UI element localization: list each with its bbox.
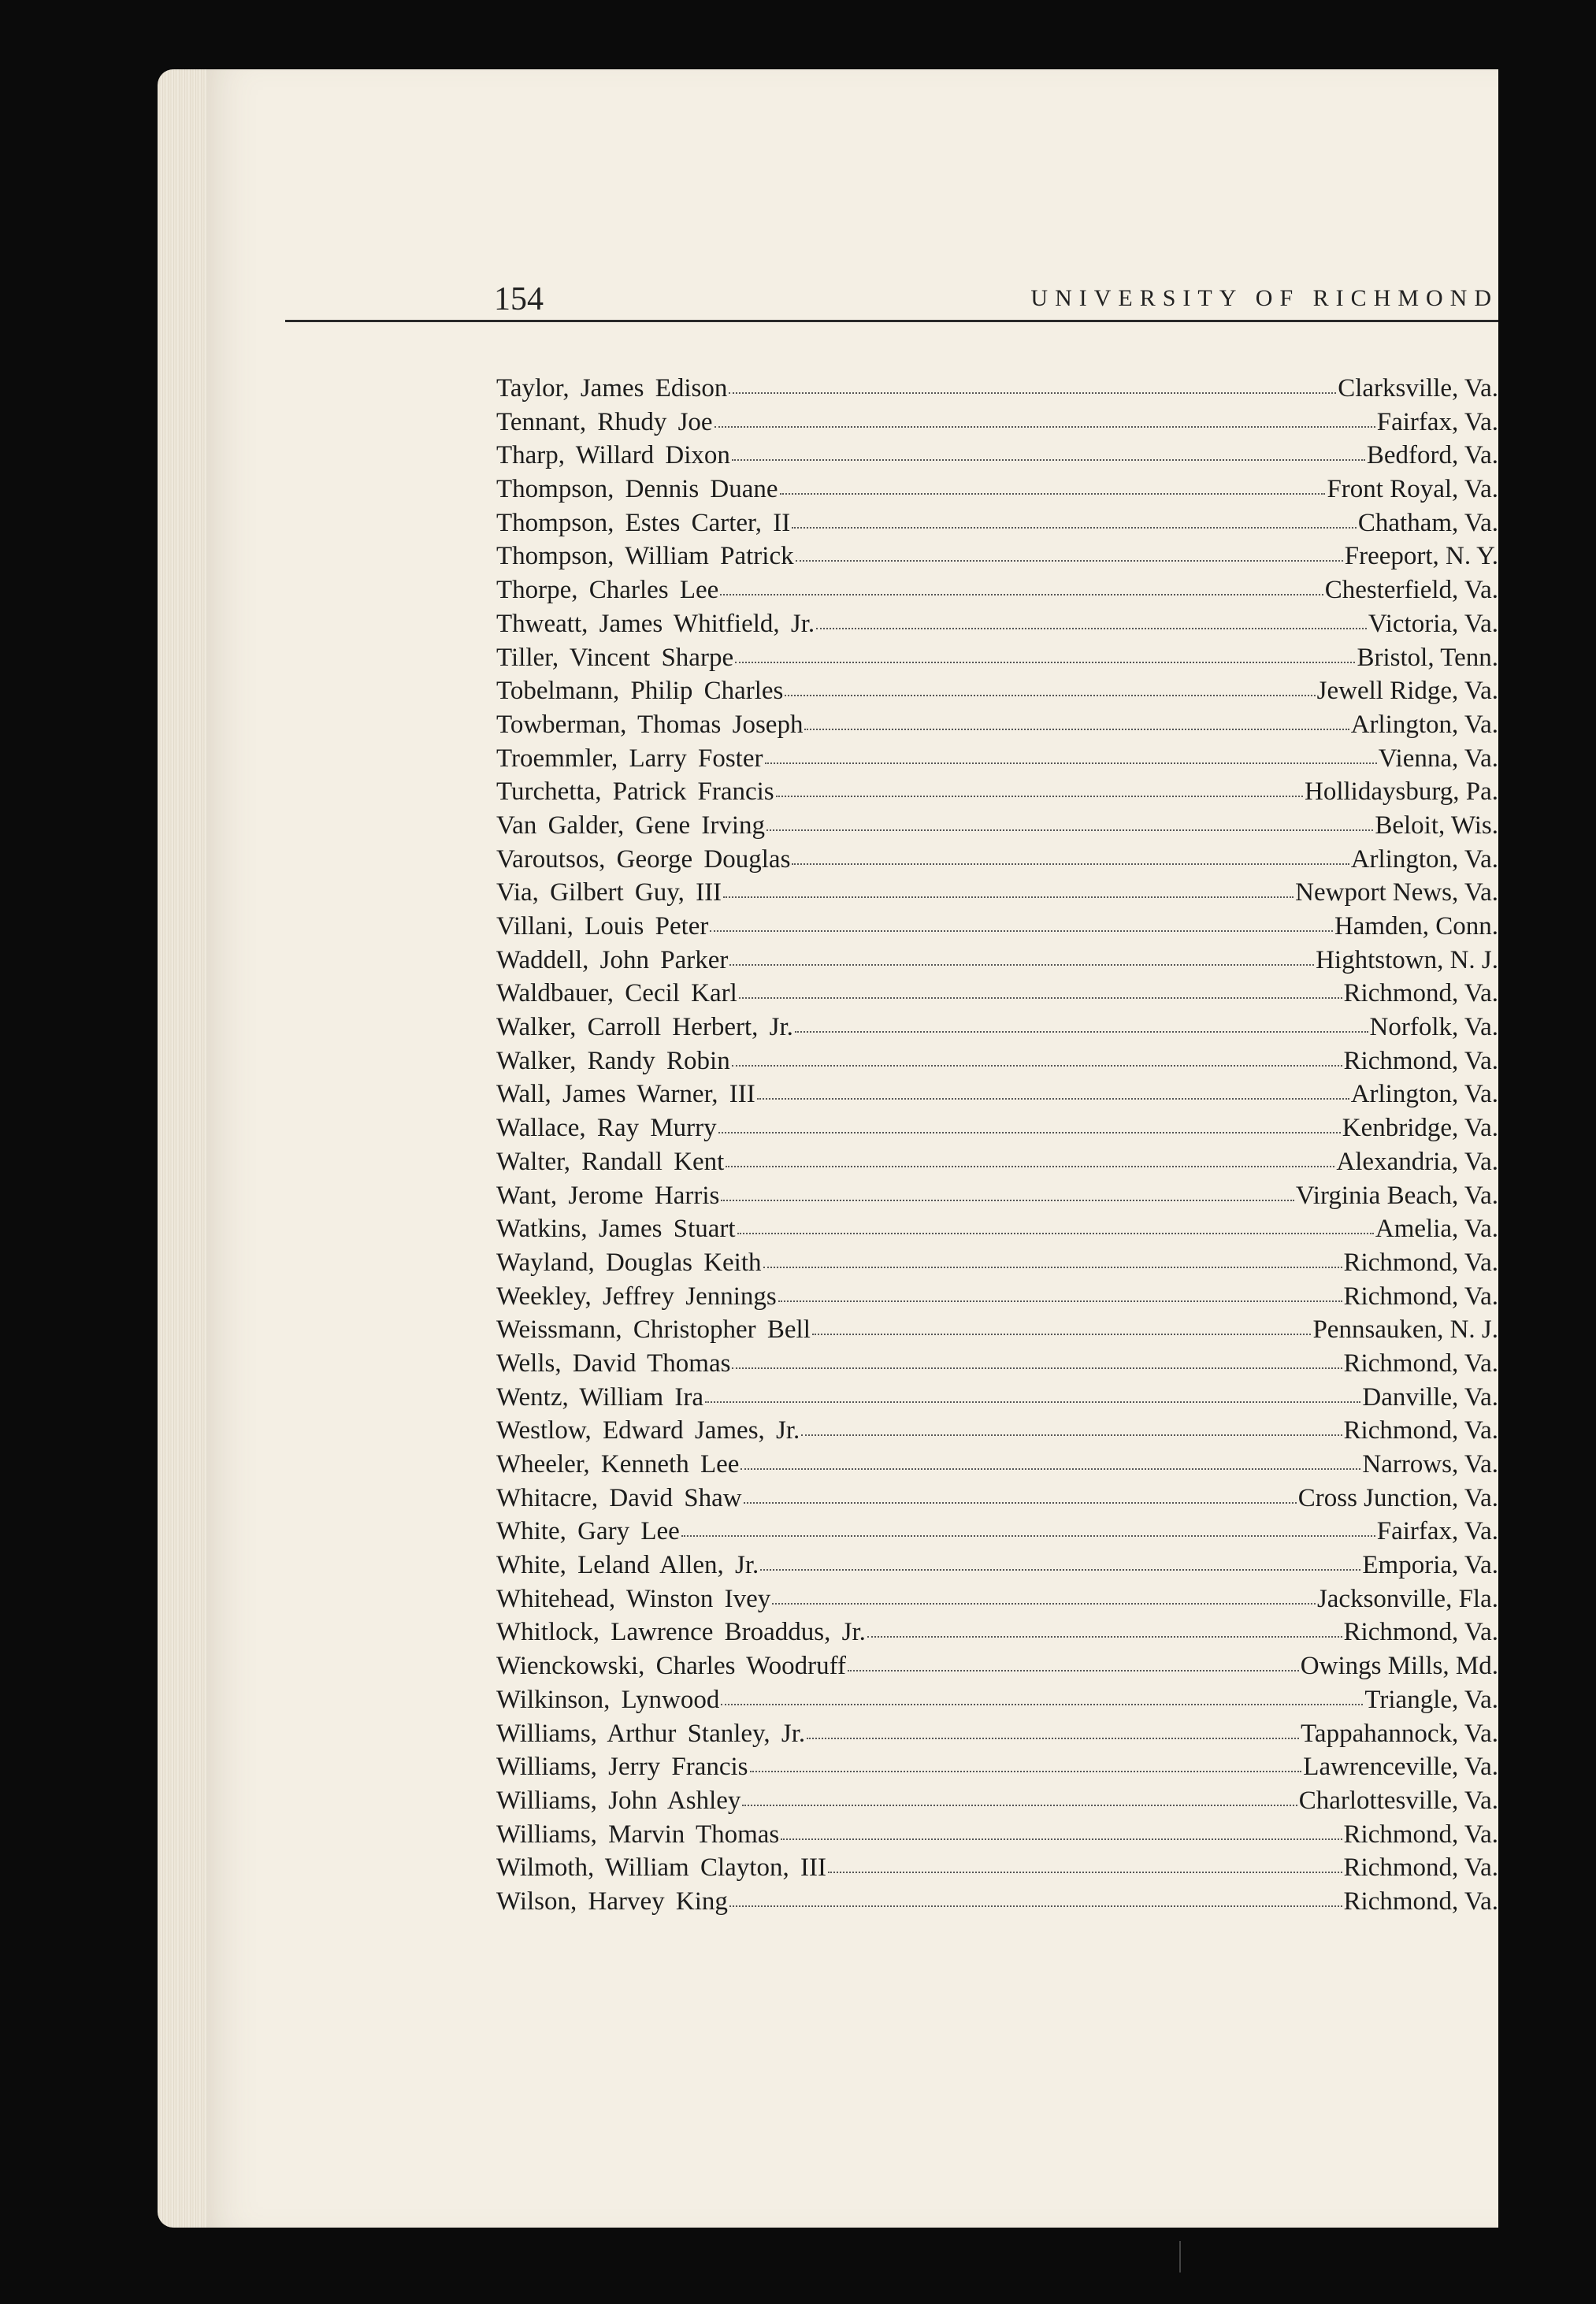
entry-place: Arlington, Va. <box>1350 844 1498 874</box>
entry-place: Cross Junction, Va. <box>1297 1483 1498 1512</box>
entry-place: Chesterfield, Va. <box>1324 576 1498 605</box>
entry-name: Wayland, Douglas Keith <box>496 1248 762 1277</box>
entry-name: White, Gary Lee <box>496 1517 680 1546</box>
entry-name: Thompson, William Patrick <box>496 542 794 571</box>
page-number: 154 <box>494 281 544 317</box>
dot-leader <box>742 1805 1297 1806</box>
dot-leader <box>714 426 1375 428</box>
entry-name: Villani, Louis Peter <box>496 912 709 941</box>
dot-leader <box>785 695 1315 696</box>
dot-leader <box>760 1569 1360 1571</box>
entry-place: Bristol, Tenn. <box>1357 643 1498 672</box>
dot-leader <box>710 930 1333 932</box>
list-item <box>496 644 1498 677</box>
dot-leader <box>796 560 1343 562</box>
list-item <box>496 710 1498 744</box>
dot-leader <box>720 594 1323 595</box>
entry-place: Richmond, Va. <box>1343 1349 1498 1378</box>
dot-leader <box>750 1771 1302 1772</box>
dot-leader <box>740 1468 1360 1470</box>
dot-leader <box>729 1905 1342 1907</box>
entry-name: Wilkinson, Lynwood <box>496 1685 720 1714</box>
entry-place: Danville, Va. <box>1362 1382 1498 1412</box>
entry-name: Williams, Marvin Thomas <box>496 1820 780 1849</box>
entry-place: Arlington, Va. <box>1350 1080 1498 1109</box>
list-item <box>496 576 1498 610</box>
dot-leader <box>739 997 1342 999</box>
entry-name: Wallace, Ray Murry <box>496 1114 717 1143</box>
list-item <box>496 1148 1498 1182</box>
entry-name: White, Leland Allen, Jr. <box>496 1551 759 1580</box>
entry-place: Hollidaysburg, Pa. <box>1305 777 1498 807</box>
entry-name: Walker, Carroll Herbert, Jr. <box>496 1013 793 1042</box>
entry-name: Tharp, Willard Dixon <box>496 441 730 470</box>
list-item <box>496 1853 1498 1887</box>
entry-place: Kenbridge, Va. <box>1342 1114 1498 1143</box>
entry-place: Newport News, Va. <box>1295 878 1498 907</box>
entry-place: Owings Mills, Md. <box>1300 1652 1498 1681</box>
entry-place: Fairfax, Va. <box>1376 1517 1498 1546</box>
list-item <box>496 1114 1498 1148</box>
entry-place: Richmond, Va. <box>1343 1248 1498 1277</box>
list-item <box>496 912 1498 946</box>
entry-place: Pennsauken, N. J. <box>1312 1315 1498 1345</box>
entry-name: Wall, James Warner, III <box>496 1080 755 1109</box>
dot-leader <box>812 1334 1312 1335</box>
entry-name: Waddell, John Parker <box>496 945 729 974</box>
dot-leader <box>801 1434 1342 1436</box>
dot-leader <box>723 896 1294 898</box>
dot-leader <box>735 662 1355 663</box>
list-item <box>496 1887 1498 1921</box>
list-item <box>496 441 1498 475</box>
entry-name: Thompson, Dennis Duane <box>496 475 778 504</box>
dot-leader <box>772 1603 1316 1605</box>
entry-place: Amelia, Va. <box>1375 1215 1498 1244</box>
list-item <box>496 1820 1498 1854</box>
list-item <box>496 777 1498 811</box>
list-item <box>496 1585 1498 1619</box>
list-item <box>496 542 1498 576</box>
dot-leader <box>729 964 1314 966</box>
dot-leader <box>765 762 1377 764</box>
entry-name: Thorpe, Charles Lee <box>496 576 719 605</box>
list-item <box>496 946 1498 980</box>
list-item <box>496 1484 1498 1518</box>
entry-place: Jacksonville, Fla. <box>1316 1584 1498 1613</box>
list-item <box>496 878 1498 912</box>
dot-leader <box>732 459 1365 461</box>
entry-place: Fairfax, Va. <box>1376 407 1498 436</box>
entry-name: Williams, Arthur Stanley, Jr. <box>496 1719 806 1748</box>
entry-place: Narrows, Va. <box>1362 1450 1498 1478</box>
entry-place: Arlington, Va. <box>1350 710 1498 739</box>
list-item <box>496 1013 1498 1047</box>
list-item <box>496 1753 1498 1786</box>
entry-place: Richmond, Va. <box>1343 979 1498 1008</box>
entry-place: Norfolk, Va. <box>1369 1013 1498 1042</box>
gutter-mark <box>1179 2241 1181 2272</box>
entry-name: Towberman, Thomas Joseph <box>496 710 804 739</box>
entry-name: Troemmler, Larry Foster <box>496 744 763 773</box>
entry-name: Wells, David Thomas <box>496 1349 731 1378</box>
entry-place: Richmond, Va. <box>1343 1618 1498 1647</box>
page-header <box>285 280 1498 322</box>
entry-name: Whitehead, Winston Ivey <box>496 1584 771 1613</box>
dot-leader <box>778 1300 1342 1302</box>
list-item <box>496 374 1498 408</box>
dot-leader <box>705 1401 1360 1403</box>
entry-name: Varoutsos, George Douglas <box>496 844 791 874</box>
dot-leader <box>792 863 1349 865</box>
entry-name: Turchetta, Patrick Francis <box>496 777 774 807</box>
dot-leader <box>780 493 1326 495</box>
list-item <box>496 1248 1498 1282</box>
entry-place: Vienna, Va. <box>1378 744 1498 773</box>
list-item <box>496 1720 1498 1753</box>
entry-place: Chatham, Va. <box>1357 508 1498 537</box>
entry-name: Williams, Jerry Francis <box>496 1753 748 1782</box>
entry-place: Hightstown, N. J. <box>1316 945 1498 974</box>
dot-leader <box>763 1267 1342 1268</box>
list-item <box>496 979 1498 1013</box>
dot-leader <box>828 1872 1342 1873</box>
entry-name: Walter, Randall Kent <box>496 1147 725 1176</box>
dot-leader <box>807 1738 1299 1739</box>
entry-place: Clarksville, Va. <box>1338 374 1498 403</box>
entry-place: Richmond, Va. <box>1343 1853 1498 1883</box>
dot-leader <box>757 1098 1349 1100</box>
entry-name: Wilmoth, William Clayton, III <box>496 1853 826 1883</box>
dot-leader <box>867 1636 1342 1638</box>
entry-name: Thompson, Estes Carter, II <box>496 508 791 537</box>
list-item <box>496 811 1498 845</box>
entry-place: Jewell Ridge, Va. <box>1316 677 1498 706</box>
entry-name: Weissmann, Christopher Bell <box>496 1315 811 1345</box>
entry-name: Via, Gilbert Guy, III <box>496 878 722 907</box>
entry-name: Westlow, Edward James, Jr. <box>496 1416 800 1445</box>
list-item <box>496 1047 1498 1081</box>
entry-place: Richmond, Va. <box>1343 1887 1498 1916</box>
list-item <box>496 845 1498 879</box>
entry-name: Williams, John Ashley <box>496 1786 741 1815</box>
list-item <box>496 677 1498 710</box>
dot-leader <box>766 829 1373 831</box>
entry-name: Tobelmann, Philip Charles <box>496 677 784 706</box>
dot-leader <box>792 527 1357 529</box>
list-item <box>496 1786 1498 1820</box>
entry-place: Richmond, Va. <box>1343 1046 1498 1075</box>
entry-name: Whitacre, David Shaw <box>496 1483 742 1512</box>
list-item <box>496 1349 1498 1383</box>
entry-place: Front Royal, Va. <box>1327 475 1498 504</box>
entry-place: Tappahannock, Va. <box>1301 1719 1498 1748</box>
entry-name: Wienckowski, Charles Woodruff <box>496 1652 846 1681</box>
list-item <box>496 744 1498 778</box>
dot-leader <box>737 1233 1374 1234</box>
list-item <box>496 1182 1498 1215</box>
directory-list <box>496 374 1498 1921</box>
dot-leader <box>848 1670 1299 1671</box>
entry-place: Emporia, Va. <box>1362 1551 1498 1580</box>
dot-leader <box>781 1838 1342 1840</box>
entry-name: Watkins, James Stuart <box>496 1215 736 1244</box>
entry-name: Taylor, James Edison <box>496 374 728 403</box>
dot-leader <box>804 729 1349 730</box>
entry-name: Wentz, William Ira <box>496 1382 704 1412</box>
entry-name: Weekley, Jeffrey Jennings <box>496 1282 777 1311</box>
entry-place: Triangle, Va. <box>1364 1685 1498 1714</box>
dot-leader <box>681 1535 1375 1537</box>
dot-leader <box>732 1367 1342 1369</box>
entry-name: Walker, Randy Robin <box>496 1046 730 1075</box>
entry-place: Victoria, Va. <box>1368 609 1498 638</box>
entry-name: Wilson, Harvey King <box>496 1887 728 1916</box>
entry-name: Van Galder, Gene Irving <box>496 811 766 840</box>
dot-leader <box>776 796 1303 797</box>
list-item <box>496 1282 1498 1316</box>
entry-name: Tennant, Rhudy Joe <box>496 407 713 436</box>
entry-name: Tiller, Vincent Sharpe <box>496 643 734 672</box>
dot-leader <box>795 1031 1368 1033</box>
list-item <box>496 1551 1498 1585</box>
dot-leader <box>744 1502 1297 1504</box>
running-head: UNIVERSITY OF RICHMOND <box>1030 285 1498 311</box>
list-item <box>496 408 1498 442</box>
dot-leader <box>726 1166 1334 1167</box>
list-item <box>496 1450 1498 1484</box>
list-item <box>496 1215 1498 1248</box>
entry-place: Richmond, Va. <box>1343 1416 1498 1445</box>
list-item <box>496 1383 1498 1417</box>
list-item <box>496 475 1498 509</box>
entry-place: Charlottesville, Va. <box>1298 1786 1498 1815</box>
list-item <box>496 1618 1498 1652</box>
list-item <box>496 1686 1498 1720</box>
list-item <box>496 1652 1498 1686</box>
entry-place: Hamden, Conn. <box>1334 912 1498 941</box>
dot-leader <box>718 1132 1341 1133</box>
entry-place: Lawrenceville, Va. <box>1303 1753 1498 1782</box>
dot-leader <box>732 1065 1342 1067</box>
dot-leader <box>721 1704 1363 1705</box>
entry-name: Want, Jerome Harris <box>496 1181 720 1210</box>
entry-place: Richmond, Va. <box>1343 1282 1498 1311</box>
entry-place: Beloit, Wis. <box>1375 811 1498 840</box>
list-item <box>496 509 1498 543</box>
list-item <box>496 1416 1498 1450</box>
entry-name: Wheeler, Kenneth Lee <box>496 1450 740 1478</box>
entry-place: Virginia Beach, Va. <box>1295 1181 1498 1210</box>
list-item <box>496 1080 1498 1114</box>
entry-name: Waldbauer, Cecil Karl <box>496 979 737 1008</box>
entry-place: Alexandria, Va. <box>1336 1147 1498 1176</box>
list-item <box>496 1315 1498 1349</box>
entry-name: Thweatt, James Whitfield, Jr. <box>496 609 815 638</box>
entry-place: Freeport, N. Y. <box>1344 542 1498 571</box>
dot-leader <box>816 628 1367 629</box>
entry-name: Whitlock, Lawrence Broaddus, Jr. <box>496 1618 866 1647</box>
entry-place: Bedford, Va. <box>1366 441 1498 470</box>
dot-leader <box>721 1200 1294 1201</box>
entry-place: Richmond, Va. <box>1343 1820 1498 1849</box>
dot-leader <box>729 392 1336 394</box>
list-item <box>496 1517 1498 1551</box>
list-item <box>496 610 1498 644</box>
